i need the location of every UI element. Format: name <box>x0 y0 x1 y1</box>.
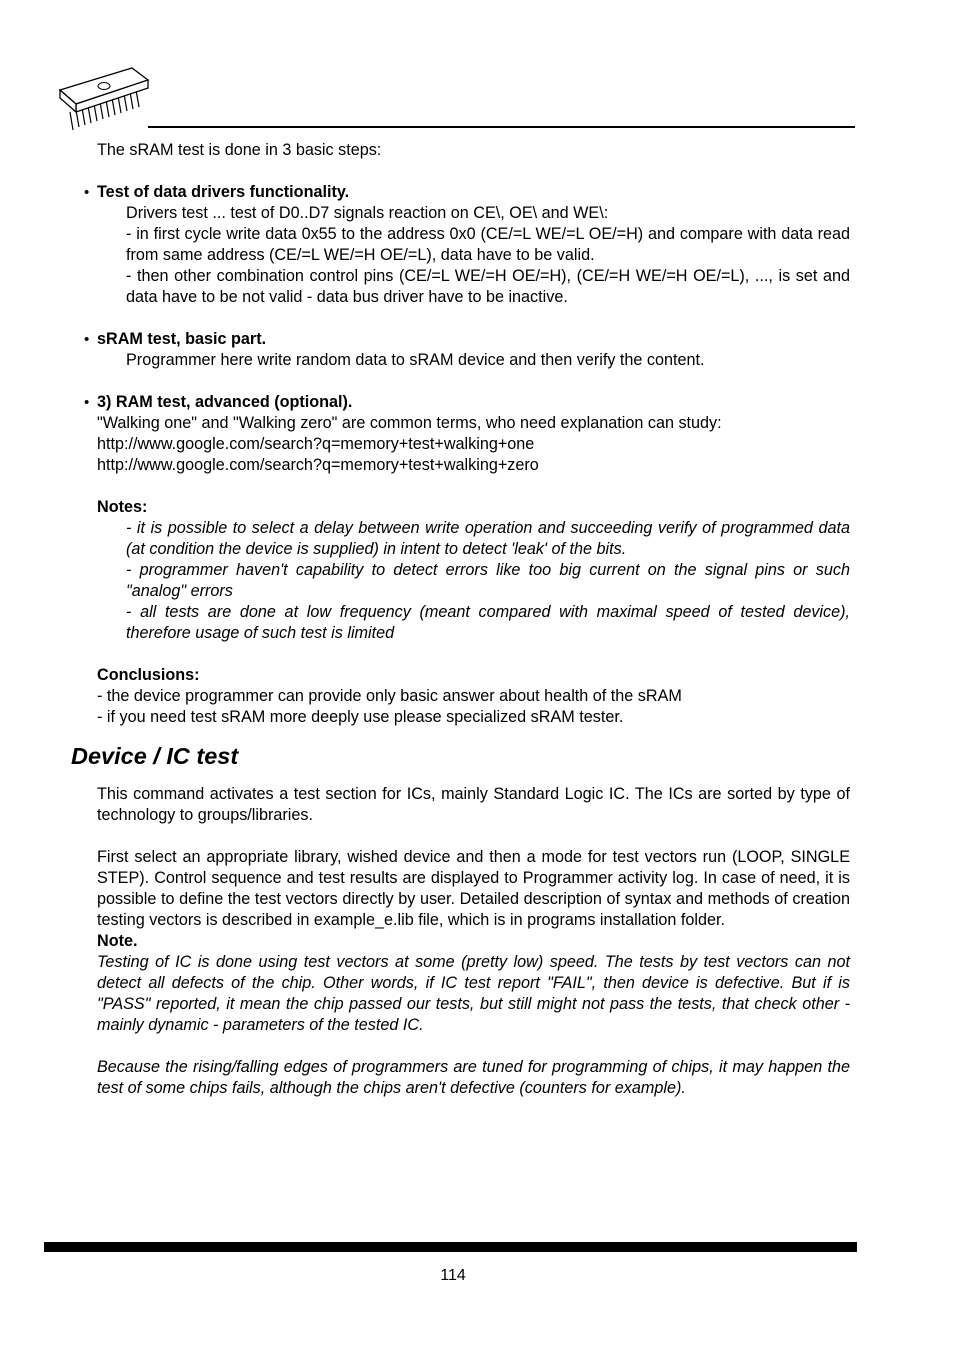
step1-line-1: Drivers test ... test of D0..D7 signals reaction on CE\, OE\ and WE\: <box>126 204 609 222</box>
ic-chip-icon <box>56 64 150 136</box>
conclusions-title: Conclusions: <box>97 666 200 684</box>
step3-title: • 3) RAM test, advanced (optional). <box>85 392 850 413</box>
notes-title: Notes: <box>97 498 148 516</box>
step2-title: • sRAM test, basic part. <box>85 329 850 350</box>
intro-text: The sRAM test is done in 3 basic steps: <box>97 141 382 159</box>
step1-line-3: - then other combination control pins (CE/=L WE/=H OE/=H), (CE/=H WE/=H OE/=L), ..., is set and data have to be not valid - data bus driver have to be inactive. <box>126 267 850 306</box>
note-item-2: - programmer haven't capability to detect errors like too big current on the signal pins or such "analog" errors <box>126 561 850 600</box>
step1-line-2: - in first cycle write data 0x55 to the address 0x0 (CE/=L WE/=L OE/=H) and compare with data read from same address (CE/=L WE/=H OE/=L), data have to be valid. <box>126 225 850 264</box>
note-item-1: - it is possible to select a delay between write operation and succeeding verify of programmed data (at condition the device is supplied) in intent to detect 'leak' of the bits. <box>126 519 850 558</box>
footer-rule <box>44 1242 857 1252</box>
section-heading: Device / IC test <box>71 743 239 769</box>
conclusion-item-1: - the device programmer can provide only basic answer about health of the sRAM <box>97 687 682 705</box>
note-title: Note. <box>97 932 138 950</box>
section-para-1: This command activates a test section for ICs, mainly Standard Logic IC. The ICs are sorted by type of technology to groups/libraries. <box>97 785 850 824</box>
step3-url-zero: http://www.google.com/search?q=memory+test+walking+zero <box>97 456 539 474</box>
device-ic-test-section <box>97 784 850 1099</box>
step1-title: • Test of data drivers functionality. <box>85 182 850 203</box>
step3-line-1: "Walking one" and "Walking zero" are common terms, who need explanation can study: <box>97 414 722 432</box>
sram-test-section <box>97 140 850 728</box>
section-para-2: First select an appropriate library, wished device and then a mode for test vectors run (LOOP, SINGLE STEP). Control sequence and test results are displayed to Programmer activity log. In case of need, it is possible to define the test vectors directly by user. Detailed description of syntax and methods of creation testing vectors is described in example_e.lib file, which is in programs installation folder. <box>97 848 850 929</box>
step2-line-1: Programmer here write random data to sRAM device and then verify the content. <box>126 351 705 369</box>
page-number: 114 <box>440 1267 466 1284</box>
note-item-3: - all tests are done at low frequency (meant compared with maximal speed of tested device), therefore usage of such test is limited <box>126 603 850 642</box>
conclusion-item-2: - if you need test sRAM more deeply use please specialized sRAM tester. <box>97 708 624 726</box>
step3-url-one: http://www.google.com/search?q=memory+test+walking+one <box>97 435 535 453</box>
note-para-1: Testing of IC is done using test vectors at some (pretty low) speed. The tests by test vectors can not detect all defects of the chip. Other words, if IC test report "FAIL", then device is defective. But if is "PASS" reported, it mean the chip passed our tests, but still might not pass the tests, that check other - mainly dynamic - parameters of the tested IC. <box>97 953 850 1034</box>
note-para-2: Because the rising/falling edges of programmers are tuned for programming of chips, it may happen the test of some chips fails, although the chips aren't defective (counters for example). <box>97 1058 850 1097</box>
header-rule <box>148 126 855 128</box>
